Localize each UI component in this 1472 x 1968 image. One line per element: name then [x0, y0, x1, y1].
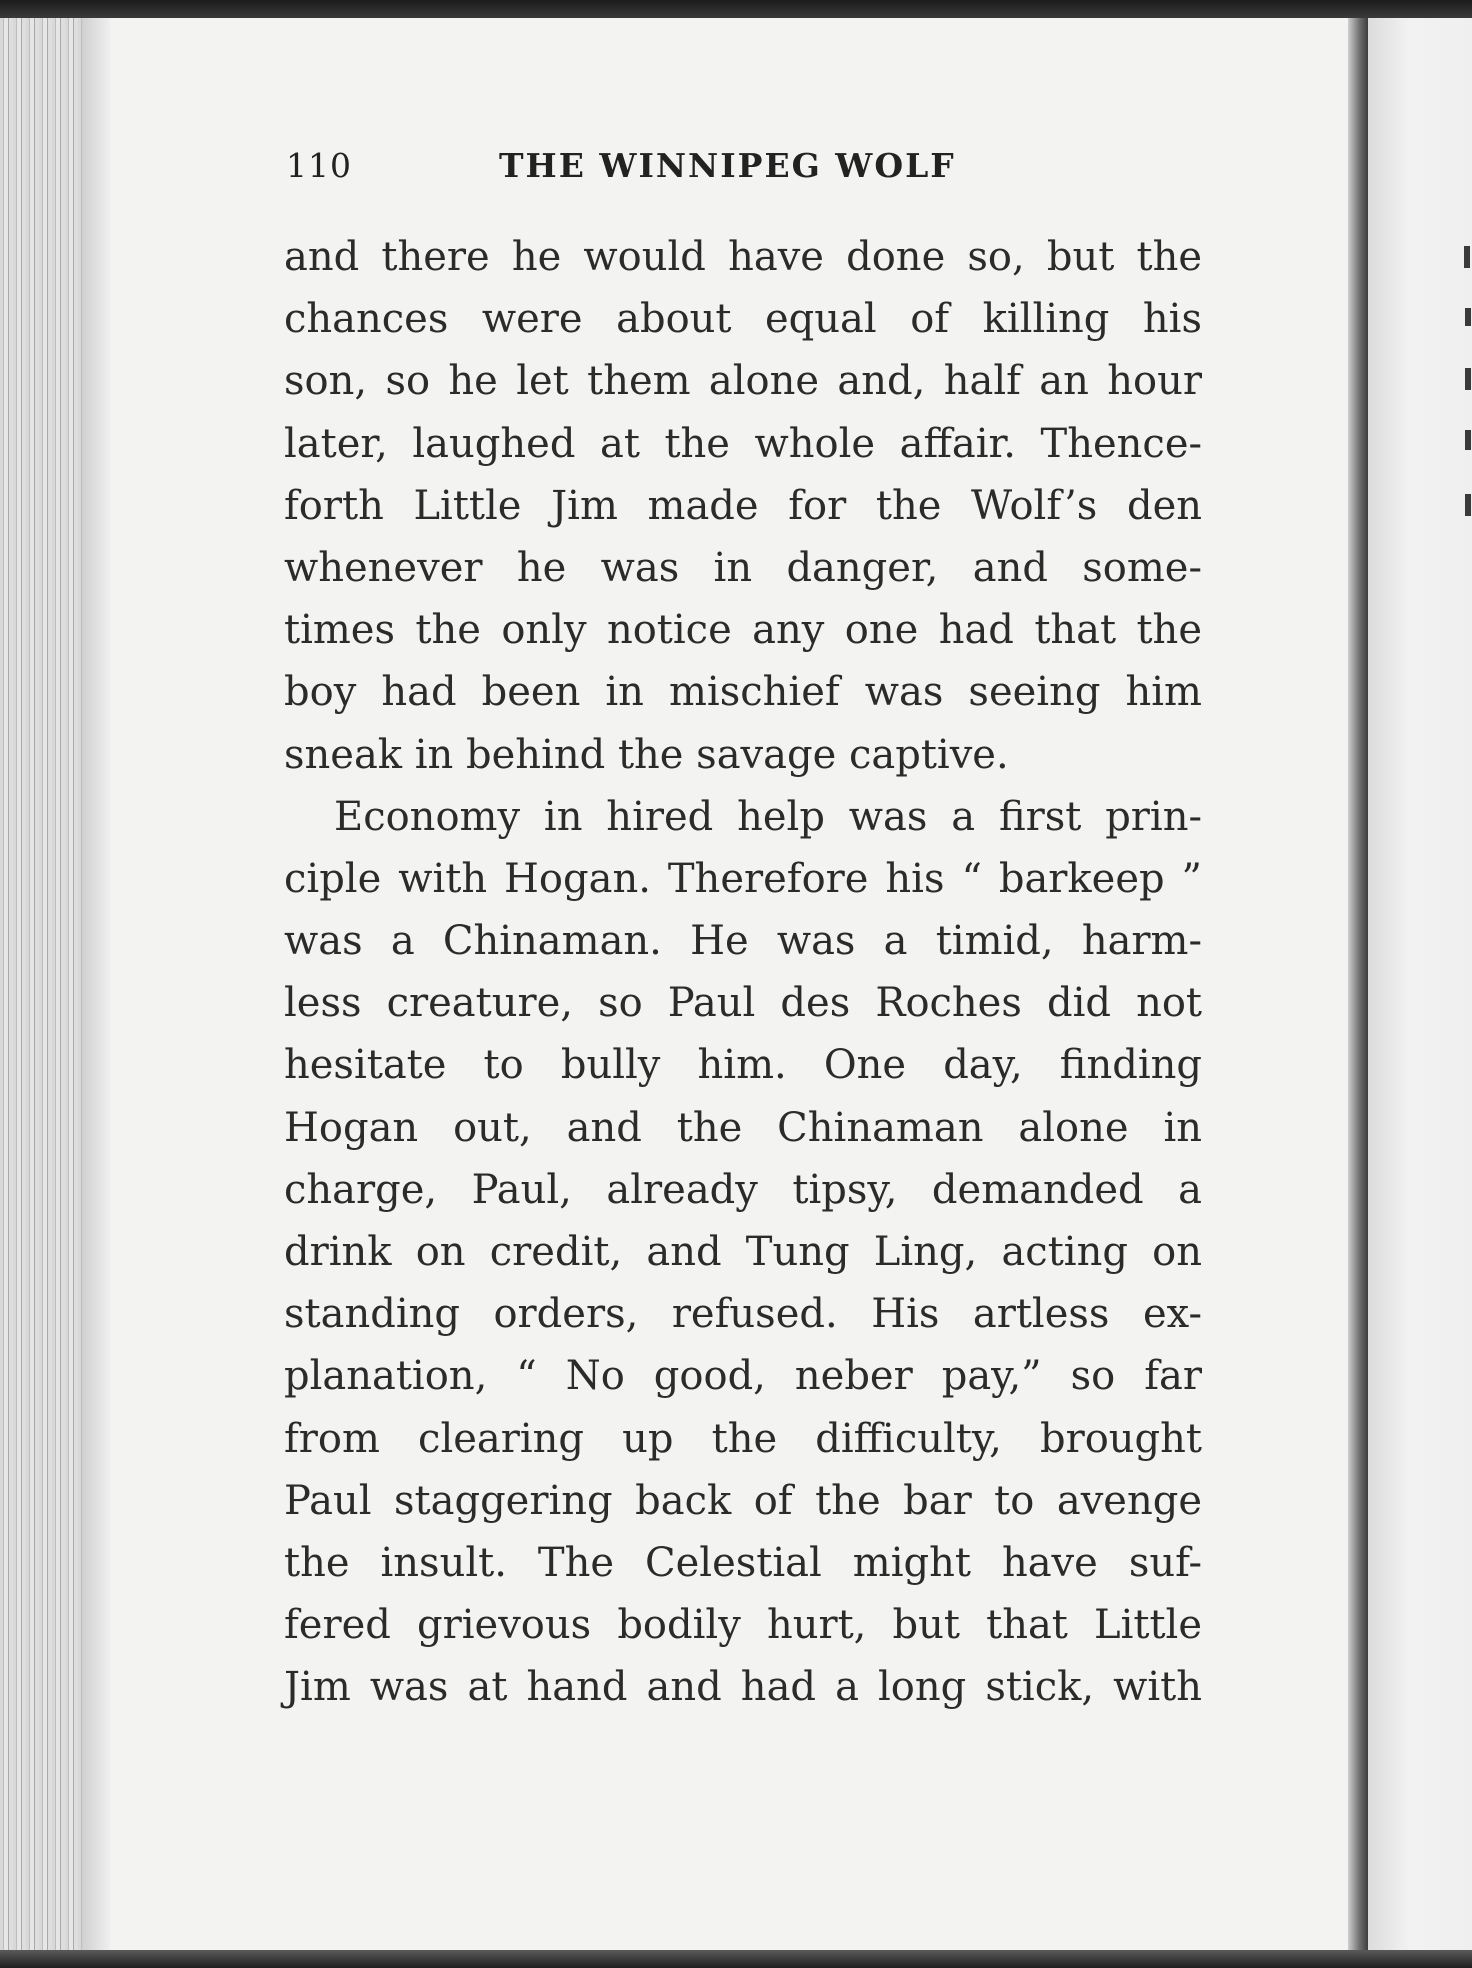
page-number: 110 — [286, 146, 352, 185]
paragraph-end-line: sneak in behind the savage captive. — [284, 731, 1009, 778]
book-gutter — [1348, 18, 1368, 1950]
text-line: less creature, so Paul des Roches did not — [284, 980, 1202, 1027]
body-text — [284, 226, 1202, 1719]
text-line: Hogan out, and the Chinaman alone in — [284, 1104, 1202, 1151]
text-line: fered grievous bodily hurt, but that Little — [284, 1602, 1202, 1649]
text-line: boy had been in mischief was seeing him — [284, 669, 1202, 716]
stacked-page-edges — [0, 18, 110, 1950]
facing-page-glyph — [1464, 246, 1470, 268]
text-line: standing orders, refused. His artless ex- — [284, 1291, 1202, 1338]
text-line: times the only notice any one had that the — [284, 607, 1202, 654]
facing-page-glyph — [1465, 308, 1471, 326]
paragraph-start-line: Economy in hired help was a first prin- — [334, 793, 1202, 840]
text-line: the insult. The Celestial might have suf- — [284, 1539, 1202, 1586]
text-line: later, laughed at the whole affair. Thence- — [284, 420, 1202, 467]
text-line: from clearing up the difficulty, brought — [284, 1415, 1202, 1462]
running-title: THE WINNIPEG WOLF — [499, 146, 956, 185]
text-line: planation, “ No good, neber pay,” so far — [284, 1353, 1202, 1400]
text-line: drink on credit, and Tung Ling, acting on — [284, 1229, 1202, 1275]
text-line: chances were about equal of killing his — [284, 296, 1202, 343]
facing-page-edge — [1368, 18, 1472, 1950]
text-line: Paul staggering back of the bar to avenge — [284, 1477, 1202, 1524]
text-line: forth Little Jim made for the Wolf’s den — [284, 482, 1202, 529]
text-line: hesitate to bully him. One day, finding — [284, 1042, 1202, 1089]
text-line: was a Chinaman. He was a timid, harm- — [284, 918, 1202, 965]
text-line: Jim was at hand and had a long stick, with — [284, 1664, 1202, 1711]
text-line: ciple with Hogan. Therefore his “ barkeep ” — [284, 855, 1202, 902]
text-line: son, so he let them alone and, half an hour — [284, 358, 1202, 405]
facing-page-glyph — [1465, 494, 1471, 516]
text-line: and there he would have done so, but the — [284, 234, 1202, 280]
text-line: charge, Paul, already tipsy, demanded a — [284, 1166, 1202, 1213]
text-line: whenever he was in danger, and some- — [284, 544, 1202, 591]
running-header — [286, 146, 1206, 192]
facing-page-glyph — [1465, 430, 1471, 450]
scanner-frame-top — [0, 0, 1472, 18]
scanner-frame-bottom — [0, 1950, 1472, 1968]
facing-page-glyph — [1465, 368, 1471, 390]
